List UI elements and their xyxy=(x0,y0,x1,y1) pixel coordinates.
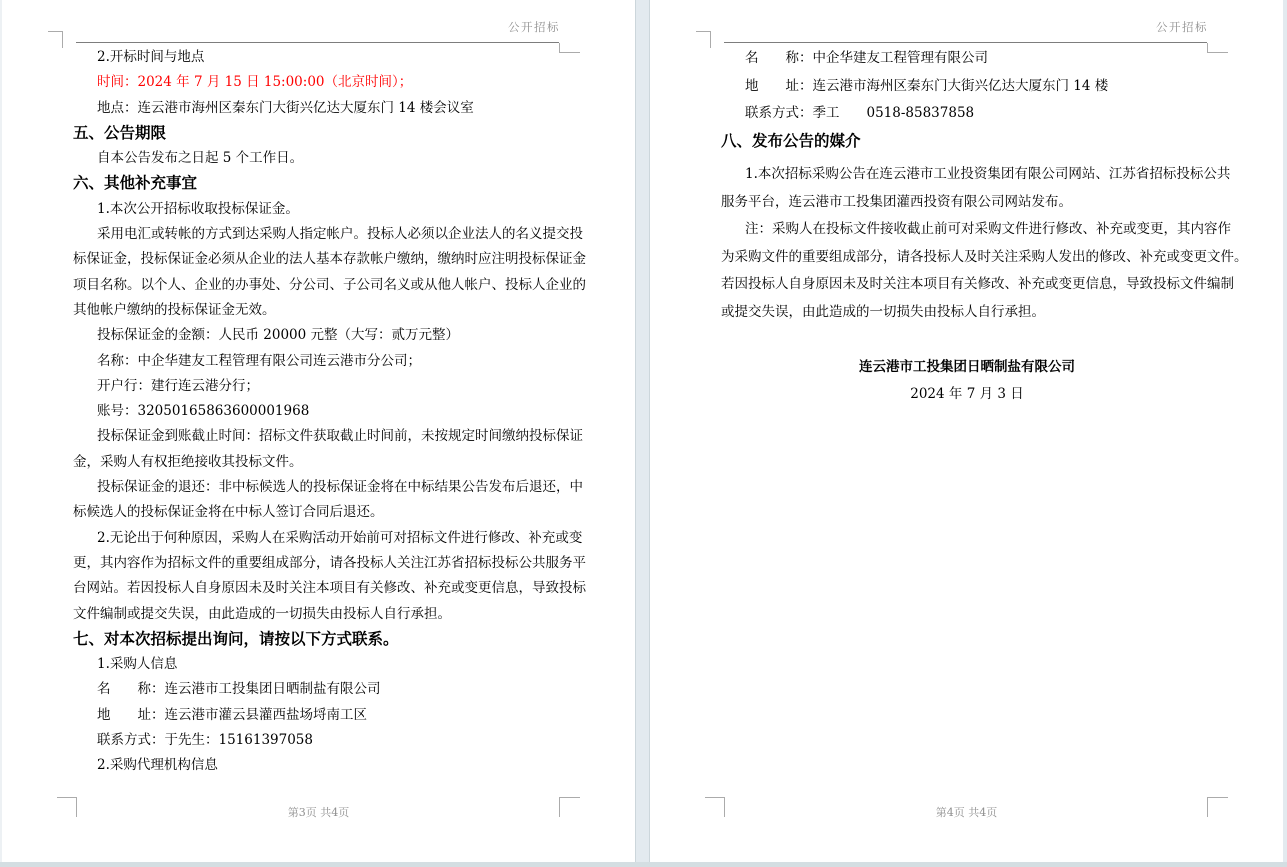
page-4-footer: 第4页 共4页 xyxy=(935,806,998,819)
text-line: 联系方式：季工 0518-85837858 xyxy=(745,105,975,121)
page-3-footer: 第3页 共4页 xyxy=(287,806,350,819)
section-heading: 六、其他补充事宜 xyxy=(73,174,198,193)
right-edge-strip xyxy=(1283,0,1287,862)
text-line: 账号：32050165863600001968 xyxy=(97,403,310,420)
header-watermark: 公开招标 xyxy=(1156,20,1208,34)
text-line: 2.无论出于何种原因，采购人在采购活动开始前可对招标文件进行修改、补充或变 xyxy=(97,529,583,546)
text-line: 联系方式：于先生：15161397058 xyxy=(97,732,313,749)
text-line: 服务平台，连云港市工投集团灌西投资有限公司网站发布。 xyxy=(721,193,1072,210)
text-line: 名 称：连云港市工投集团日晒制盐有限公司 xyxy=(97,681,381,698)
text-line: 2.采购代理机构信息 xyxy=(97,757,218,774)
text-line: 或提交失误，由此造成的一切损失由投标人自行承担。 xyxy=(721,303,1045,320)
margin-crop-mark-top-left xyxy=(696,31,711,48)
text-line: 金，采购人有权拒绝接收其投标文件。 xyxy=(73,453,303,470)
section-heading: 五、公告期限 xyxy=(73,123,167,142)
page-3-text-area xyxy=(73,45,586,779)
page-4[interactable] xyxy=(650,0,1283,862)
section-heading: 七、对本次招标提出询问，请按以下方式联系。 xyxy=(73,629,399,648)
text-line: 2.开标时间与地点 xyxy=(97,49,205,65)
text-line: 项目名称。以个人、企业的办事处、分公司、子公司名义或从他人帐户、投标人企业的 xyxy=(73,276,586,293)
text-line: 地 址：连云港市灌云县灌西盐场埒南工区 xyxy=(97,706,367,723)
signature-company: 连云港市工投集团日晒制盐有限公司 xyxy=(859,358,1075,375)
text-line: 更，其内容作为招标文件的重要组成部分，请各投标人关注江苏省招标投标公共服务平 xyxy=(73,554,586,571)
text-line: 标候选人的投标保证金将在中标人签订合同后退还。 xyxy=(73,504,384,521)
text-line: 文件编制或提交失误，由此造成的一切损失由投标人自行承担。 xyxy=(73,605,451,622)
header-rule xyxy=(724,42,1207,43)
text-line: 投标保证金的金额：人民币 20000 元整（大写：贰万元整） xyxy=(97,327,460,344)
header-watermark: 公开招标 xyxy=(508,20,560,34)
text-line: 投标保证金的退还：非中标候选人的投标保证金将在中标结果公告发布后退还，中 xyxy=(97,479,583,496)
text-line: 标保证金，投标保证金必须从企业的法人基本存款帐户缴纳，缴纳时应注明投标保证金 xyxy=(73,251,586,268)
text-line: 1.本次招标采购公告在连云港市工业投资集团有限公司网站、江苏省招标投标公共 xyxy=(745,166,1231,182)
text-line: 名称：中企华建友工程管理有限公司连云港市分公司； xyxy=(97,352,421,369)
text-line: 地点：连云港市海州区秦东门大街兴亿达大厦东门 14 楼会议室 xyxy=(97,99,474,116)
text-line: 1.本次公开招标收取投标保证金。 xyxy=(97,200,299,217)
header-rule xyxy=(76,42,559,43)
page-4-text-area xyxy=(721,45,1248,409)
text-line: 自本公告发布之日起 5 个工作日。 xyxy=(97,150,304,167)
page-3[interactable] xyxy=(2,0,635,862)
page-gap xyxy=(635,0,650,862)
section-heading: 八、发布公告的媒介 xyxy=(721,131,861,150)
bottom-edge-strip xyxy=(0,862,1287,867)
text-line: 名 称：中企华建友工程管理有限公司 xyxy=(745,50,988,66)
left-edge-strip xyxy=(0,0,2,862)
margin-crop-mark-top-left xyxy=(48,31,63,48)
signature-date: 2024 年 7 月 3 日 xyxy=(910,386,1024,402)
text-line: 开户行：建行连云港分行； xyxy=(97,377,259,394)
text-line: 注：采购人在投标文件接收截止前可对采购文件进行修改、补充或变更，其内容作 xyxy=(745,221,1231,237)
text-line: 采用电汇或转帐的方式到达采购人指定帐户。投标人必须以企业法人的名义提交投 xyxy=(97,226,583,243)
text-line: 为采购文件的重要组成部分，请各投标人及时关注采购人发出的修改、补充或变更文件。 xyxy=(721,248,1248,265)
text-line: 台网站。若因投标人自身原因未及时关注本项目有关修改、补充或变更信息，导致投标 xyxy=(73,580,586,597)
text-line: 投标保证金到账截止时间：招标文件获取截止时间前，未按规定时间缴纳投标保证 xyxy=(97,428,583,445)
text-line: 地 址：连云港市海州区秦东门大街兴亿达大厦东门 14 楼 xyxy=(745,77,1109,94)
text-line: 若因投标人自身原因未及时关注本项目有关修改、补充或变更信息，导致投标文件编制 xyxy=(721,276,1234,292)
text-line: 其他帐户缴纳的投标保证金无效。 xyxy=(73,301,276,318)
bid-opening-time: 时间：2024 年 7 月 15 日 15:00:00（北京时间）； xyxy=(97,74,413,91)
text-line: 1.采购人信息 xyxy=(97,656,178,673)
blank-line xyxy=(721,326,1213,354)
